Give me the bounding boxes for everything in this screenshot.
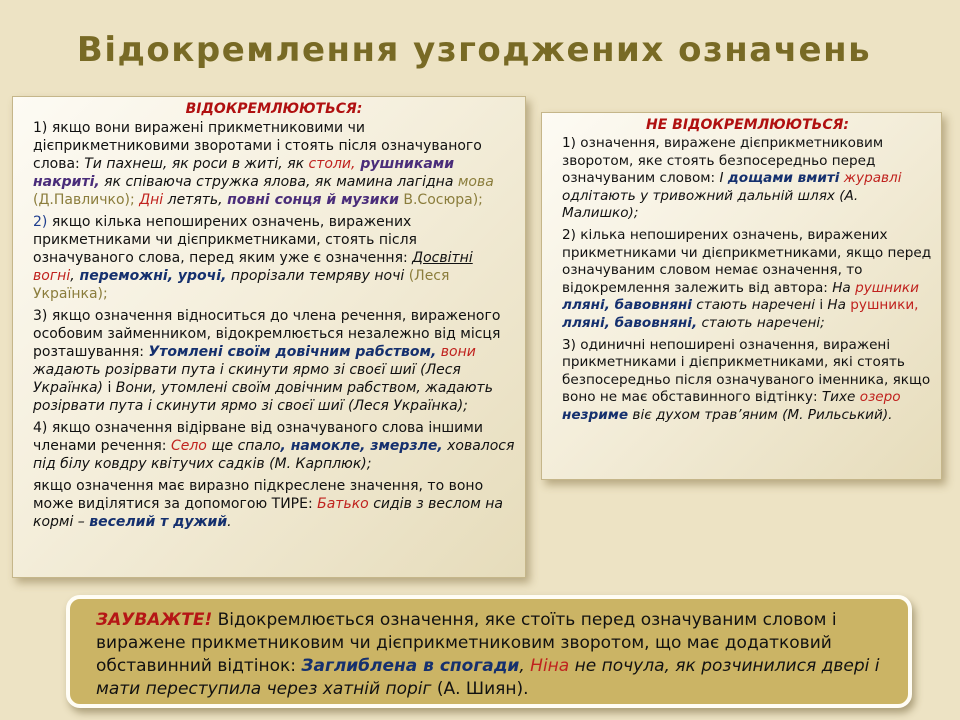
example-text: На xyxy=(827,297,851,314)
example-text: віє духом трав’яним (М. Рильський). xyxy=(628,406,893,423)
highlighted-noun: мова xyxy=(457,174,494,190)
highlighted-noun: Село xyxy=(170,438,207,454)
panel-not-separated xyxy=(541,112,942,480)
highlighted-attribute: Заглиблена в спогади xyxy=(301,656,520,676)
example-text: жадають розірвати пута і скинути ярмо зі своєї шиї (Леся Українка) xyxy=(33,362,461,396)
highlighted-attribute: лляні, бавовняні, xyxy=(562,314,698,331)
citation: (Леся Українка); xyxy=(33,268,450,302)
example-text: . xyxy=(227,514,232,530)
example-text: ховалося під білу ковдру квітучих садків (М. Карплюк); xyxy=(33,438,515,472)
example-text: , xyxy=(70,268,75,284)
connector: і xyxy=(103,380,116,396)
example-text: ще спало xyxy=(206,438,281,454)
example-text: Ти пахнеш, як роси в житі, як xyxy=(84,156,309,172)
highlighted-noun: Дні xyxy=(139,192,164,208)
rule-3 xyxy=(33,307,515,415)
example-text: як співаюча стружка ялова, як мамина лагідна xyxy=(99,174,458,190)
rule-1 xyxy=(33,119,515,209)
highlighted-noun: Батько xyxy=(317,496,369,512)
example-text: , xyxy=(519,656,531,676)
rule-text: 2) кілька непоширених означень, виражених прикметниками чи дієприкметниками, якщо перед означуваним словом немає означення, то відокремлення залежить від автора: xyxy=(562,226,932,296)
example-text: летять, xyxy=(163,192,228,208)
note-lead: ЗАУВАЖТЕ! xyxy=(96,610,213,630)
highlighted-noun: столи, xyxy=(308,156,356,172)
slide-title: Відокремлення узгоджених означень xyxy=(76,30,872,70)
rule-2 xyxy=(562,227,933,333)
highlighted-noun: рушники, xyxy=(850,297,919,314)
example-text: сидів з веслом на кормі – xyxy=(33,496,503,530)
example-text: одлітають у тривожний дальній шлях (А. Малишко); xyxy=(562,187,859,222)
example-text: Досвітні xyxy=(412,250,473,266)
highlighted-attribute: переможні, урочі, xyxy=(74,268,227,284)
example-text: прорізали темряву ночі xyxy=(226,268,405,284)
panel-heading: ВІДОКРЕМЛЮЮТЬСЯ: xyxy=(185,101,363,117)
rule-2 xyxy=(33,213,515,303)
rule-3 xyxy=(562,337,933,425)
example-text: На xyxy=(832,279,856,296)
highlighted-noun: Ніна xyxy=(530,656,570,676)
highlighted-attribute: , намокле, змерзле, xyxy=(280,438,443,454)
panel-heading: НЕ ВІДОКРЕМЛЮЮТЬСЯ: xyxy=(646,117,849,133)
highlighted-noun: журавлі xyxy=(839,170,902,187)
connector: і xyxy=(815,297,828,314)
example-text: стають наречені xyxy=(691,297,815,314)
rule-text: якщо кілька непоширених означень, виражених прикметниками чи дієприкметниками, стоять після означуваного слова, перед яким уже є означення: xyxy=(33,214,417,266)
note-text: Відокремлюється означення, яке стоїть перед означуваним словом і виражене прикметниковим чи дієприкметниковим зворотом, що має додатковий обставинний відтінок: xyxy=(96,610,837,676)
rule-text: 1) означення, виражене дієприкметниковим зворотом, яке стоять безпосередньо перед означуваним словом: xyxy=(562,135,884,187)
note-box xyxy=(66,595,912,708)
highlighted-noun: вони xyxy=(436,344,476,360)
rule-text: 3) якщо означення відноситься до члена речення, вираженого особовим займенником, відокремлюється незалежно від місця розташування: xyxy=(33,308,501,360)
rule-5 xyxy=(33,477,515,531)
rule-number: 2) xyxy=(33,214,48,230)
example-text: І xyxy=(719,170,728,187)
highlighted-attribute: дощами вмиті xyxy=(727,170,840,187)
example-text: Вони, утомлені своїм довічним рабством, жадають розірвати пута і скинути ярмо зі своєї шиї (Леся Українка); xyxy=(33,380,493,414)
citation: (Д.Павличко); xyxy=(33,192,140,208)
citation: В.Сосюра); xyxy=(398,192,483,208)
rule-4 xyxy=(33,419,515,473)
example-text: не почула, як розчинилися двері і мати переступила через хатній поріг xyxy=(96,656,880,699)
rule-text: 3) одиничні непоширені означення, виражені прикметниками і дієприкметниками, які стоять безпосередньо після означуваного іменника, якщо воно не має обставинного відтінку: xyxy=(562,336,931,406)
highlighted-noun: озеро xyxy=(859,389,901,406)
rule-text: 4) якщо означення відірване від означуваного слова іншими членами речення: xyxy=(33,420,483,454)
highlighted-noun: вогні xyxy=(33,268,71,284)
example-text: стають наречені; xyxy=(697,314,825,331)
rule-text: якщо означення має виразно підкреслене значення, то воно може виділятися за допомогою ТИРЕ: xyxy=(33,478,484,512)
rule-1 xyxy=(562,135,933,223)
example-text: Тихе xyxy=(821,389,860,406)
citation: (А. Шиян). xyxy=(431,679,529,699)
highlighted-attribute: повні сонця й музики xyxy=(227,192,399,208)
highlighted-noun: рушники xyxy=(855,279,919,296)
rule-text: 1) якщо вони виражені прикметниковими чи дієприкметниковими зворотами і стоять після означуваного слова: xyxy=(33,120,482,172)
highlighted-attribute: незриме xyxy=(562,406,629,423)
highlighted-attribute: веселий т дужий xyxy=(89,514,228,530)
highlighted-attribute: Утомлені своїм довічним рабством, xyxy=(148,344,437,360)
highlighted-attribute: лляні, бавовняні xyxy=(562,297,692,314)
panel-separated xyxy=(12,96,526,578)
highlighted-attribute: рушниками накриті, xyxy=(33,156,455,190)
